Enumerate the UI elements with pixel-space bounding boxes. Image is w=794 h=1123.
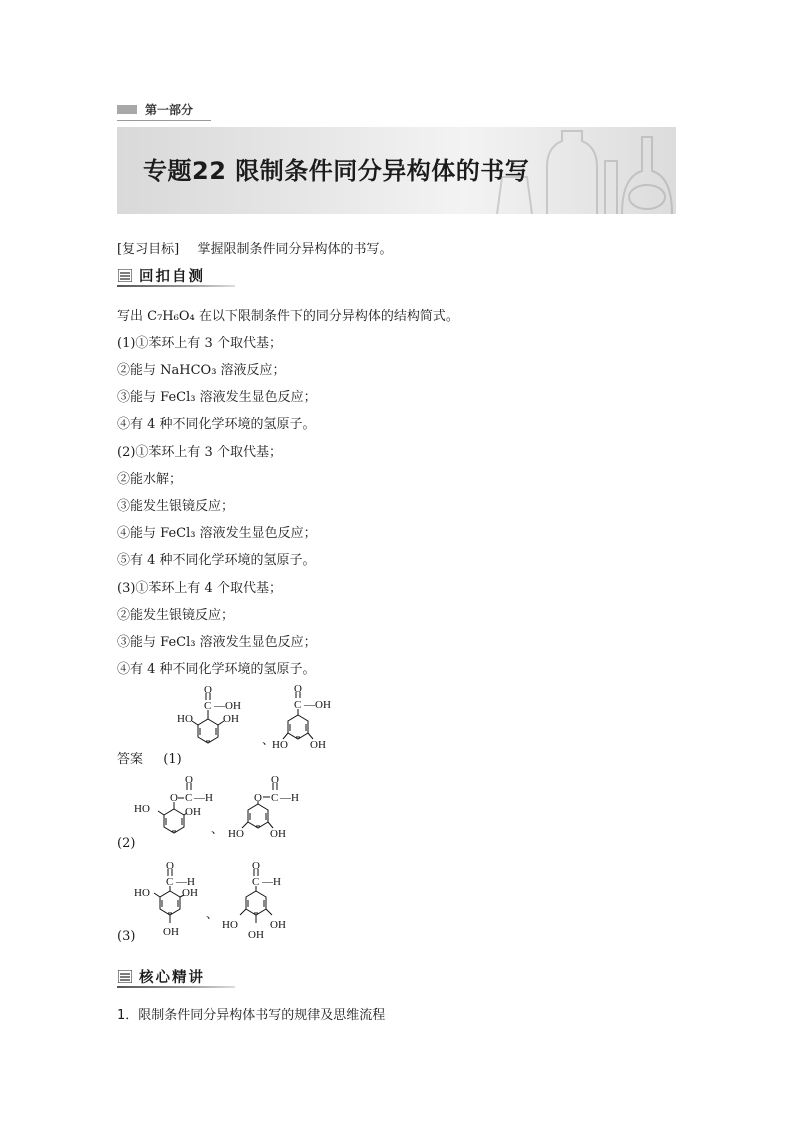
- svg-text:—OH: —OH: [214, 700, 241, 712]
- section-icon: [118, 970, 132, 983]
- section-review-title: 回扣自测: [139, 269, 205, 285]
- answer-part-1: (1): [163, 752, 182, 767]
- svg-text:—H: —H: [194, 792, 213, 804]
- part-tag: [117, 100, 211, 121]
- page-title: 专题22 限制条件同分异构体的书写: [143, 157, 530, 185]
- svg-text:—H: —H: [262, 876, 281, 888]
- section-icon: [118, 269, 132, 282]
- svg-text:HO: HO: [134, 803, 150, 815]
- svg-text:C: C: [204, 700, 212, 712]
- separator: 、: [211, 822, 224, 836]
- question-line: ②能与 NaHCO₃ 溶液反应；: [117, 363, 286, 378]
- section-core-title: 核心精讲: [139, 970, 205, 986]
- part-label: 第一部分: [145, 103, 194, 117]
- question-line: (3)①苯环上有 4 个取代基；: [117, 581, 282, 596]
- svg-text:HO: HO: [222, 919, 238, 931]
- objective-tag: [复习目标]: [117, 242, 180, 257]
- svg-text:O: O: [170, 792, 178, 804]
- section-underline: [117, 986, 235, 988]
- svg-text:O: O: [204, 684, 212, 696]
- svg-text:O: O: [185, 774, 193, 786]
- question-line: ③能与 FeCl₃ 溶液发生显色反应；: [117, 635, 317, 650]
- section-review: [117, 264, 235, 286]
- svg-text:OH: OH: [310, 739, 326, 751]
- question-line: (1)①苯环上有 3 个取代基；: [117, 336, 282, 351]
- svg-text:C: C: [166, 876, 174, 888]
- question-line: ④能与 FeCl₃ 溶液发生显色反应；: [117, 526, 317, 541]
- review-objective: [117, 238, 392, 257]
- svg-text:OH: OH: [270, 919, 286, 931]
- question-line: ⑤有 4 种不同化学环境的氢原子。: [117, 553, 316, 568]
- part-tag-bar: [117, 105, 137, 114]
- question-line: ④有 4 种不同化学环境的氢原子。: [117, 417, 316, 432]
- structure-1b: [262, 684, 352, 760]
- svg-text:—H: —H: [176, 876, 195, 888]
- svg-text:O: O: [166, 860, 174, 872]
- svg-text:C: C: [185, 792, 193, 804]
- answer-part-3: (3): [117, 929, 136, 944]
- svg-text:O: O: [271, 774, 279, 786]
- svg-text:O: O: [252, 860, 260, 872]
- objective-text: 掌握限制条件同分异构体的书写。: [197, 242, 393, 257]
- structure-2a: [130, 772, 220, 838]
- svg-text:OH: OH: [182, 887, 198, 899]
- svg-text:HO: HO: [134, 887, 150, 899]
- svg-text:C: C: [252, 876, 260, 888]
- svg-text:—OH: —OH: [304, 699, 331, 711]
- svg-text:OH: OH: [185, 806, 201, 818]
- svg-text:C: C: [294, 699, 302, 711]
- separator: 、: [262, 733, 275, 747]
- answer-part-2: (2): [117, 836, 136, 851]
- svg-text:C: C: [271, 792, 279, 804]
- svg-text:HO: HO: [272, 739, 288, 751]
- svg-text:HO: HO: [177, 713, 193, 725]
- svg-text:OH: OH: [248, 929, 264, 941]
- answer-label: [117, 748, 182, 767]
- svg-text:HO: HO: [228, 828, 244, 840]
- svg-text:OH: OH: [223, 713, 239, 725]
- question-line: ④有 4 种不同化学环境的氢原子。: [117, 662, 316, 677]
- question-line: ③能与 FeCl₃ 溶液发生显色反应；: [117, 390, 317, 405]
- structure-1a: [170, 684, 250, 750]
- structure-2b: [228, 772, 328, 852]
- core-heading-1: 1．限制条件同分异构体书写的规律及思维流程: [117, 1008, 386, 1023]
- section-core: [117, 965, 235, 987]
- svg-text:OH: OH: [270, 828, 286, 840]
- answer-word: 答案: [117, 752, 144, 767]
- svg-text:—H: —H: [280, 792, 299, 804]
- structure-3b: [222, 858, 322, 940]
- question-line: ③能发生银镜反应；: [117, 499, 235, 514]
- svg-text:O: O: [254, 792, 262, 804]
- structure-3a: [130, 858, 220, 940]
- question-intro: 写出 C₇H₆O₄ 在以下限制条件下的同分异构体的结构简式。: [117, 309, 459, 324]
- section-underline: [117, 285, 235, 287]
- svg-text:OH: OH: [163, 926, 179, 938]
- title-banner: [117, 127, 676, 214]
- svg-text:O: O: [294, 683, 302, 695]
- separator: 、: [206, 907, 219, 921]
- question-line: ②能发生银镜反应；: [117, 608, 235, 623]
- question-line: (2)①苯环上有 3 个取代基；: [117, 445, 282, 460]
- question-line: ②能水解；: [117, 472, 183, 487]
